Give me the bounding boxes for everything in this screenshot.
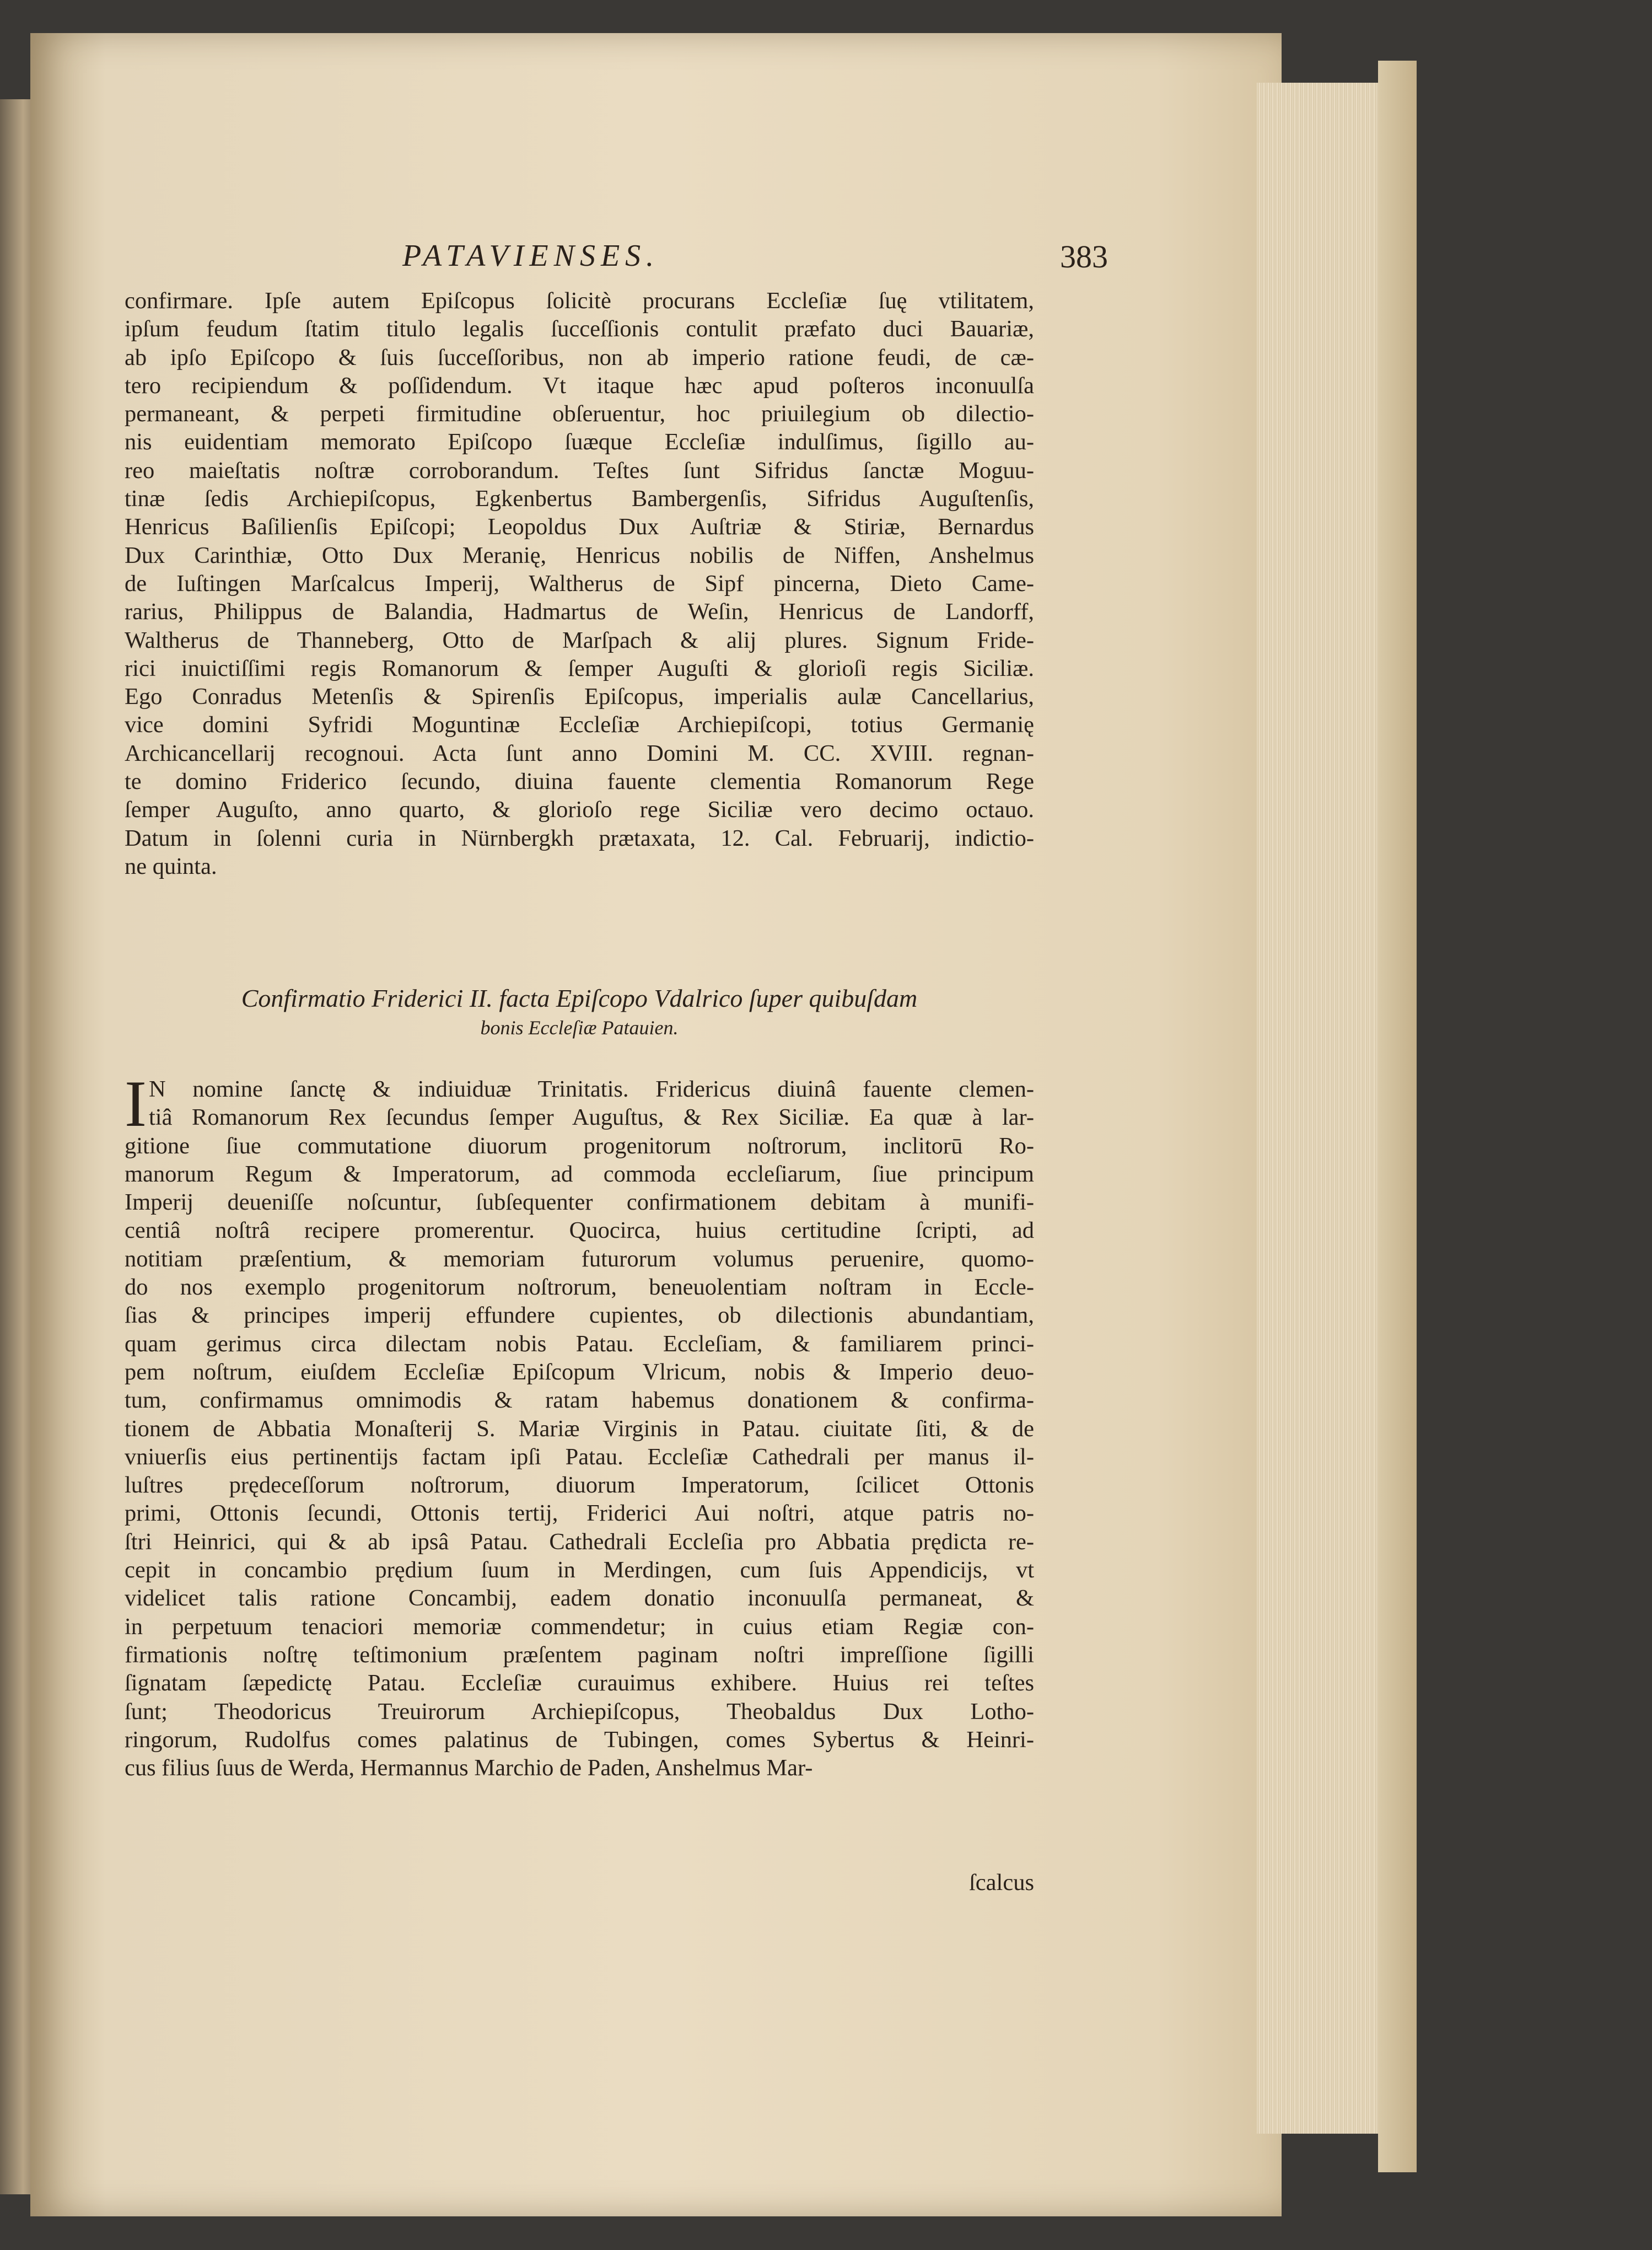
text-line: permaneant, & perpeti firmitudine obſeruentur, hoc priuilegium ob dilectio- (125, 401, 1034, 427)
text-line: in perpetuum tenaciori memoriæ commendetur; in cuius etiam Regiæ con- (125, 1613, 1034, 1640)
text-line: Waltherus de Thanneberg, Otto de Marſpach & alij plures. Signum Fride- (125, 627, 1034, 653)
text-line: de Iuſtingen Marſcalcus Imperij, Waltherus de Sipf pincerna, Dieto Came- (125, 570, 1034, 597)
text-line: rarius, Philippus de Balandia, Hadmartus de Weſin, Henricus de Landorff, (125, 599, 1034, 625)
catchword: ſcalcus (969, 1870, 1034, 1895)
text-line: reo maieſtatis noſtræ corroborandum. Teſtes ſunt Sifridus ſanctæ Moguu- (125, 457, 1034, 484)
text-line: cepit in concambio prędium ſuum in Merdingen, cum ſuis Appendicijs, vt (125, 1557, 1034, 1583)
text-line: ab ipſo Epiſcopo & ſuis ſucceſſoribus, non ab imperio ratione feudi, de cæ- (125, 344, 1034, 370)
text-line: ſunt; Theodoricus Treuirorum Archiepiſcopus, Theobaldus Dux Lotho- (125, 1698, 1034, 1725)
document-heading (125, 982, 1034, 1041)
text-line: cus filius ſuus de Werda, Hermannus Marchio de Paden, Anshelmus Mar- (125, 1755, 813, 1781)
text-line: Archicancellarij recognoui. Acta ſunt anno Domini M. CC. XVIII. regnan- (125, 740, 1034, 766)
text-line: Datum in ſolenni curia in Nürnbergkh prætaxata, 12. Cal. Februarij, indictio- (125, 825, 1034, 851)
text-line: ſignatam ſæpedictę Patau. Eccleſiæ curauimus exhibere. Huius rei teſtes (125, 1670, 1034, 1696)
text-line: centiâ noſtrâ recipere promerentur. Quocirca, huius certitudine ſcripti, ad (125, 1217, 1034, 1244)
page-header (127, 238, 1108, 282)
text-line: notitiam præſentium, & memoriam futurorum volumus peruenire, quomo- (125, 1245, 1034, 1272)
text-line: vice domini Syfridi Moguntinæ Eccleſiæ Archiepiſcopi, totius Germanię (125, 712, 1034, 738)
text-line: primi, Ottonis ſecundi, Ottonis tertij, Friderici Aui noſtri, atque patris no- (125, 1500, 1034, 1527)
text-line: do nos exemplo progenitorum noſtrorum, beneuolentiam noſtram in Eccle- (125, 1274, 1034, 1301)
heading-line-1: Confirmatio Friderici II. facta Epiſcopo Vdalrico ſuper quibuſdam (241, 984, 918, 1012)
text-line: ſtri Heinrici, qui & ab ipsâ Patau. Cathedrali Eccleſia pro Abbatia prędicta re- (125, 1528, 1034, 1555)
text-line: tionem de Abbatia Monaſterij S. Mariæ Virginis in Patau. ciuitate ſiti, & de (125, 1415, 1034, 1442)
running-head: PATAVIENSES. (402, 239, 660, 273)
text-line: ſemper Auguſto, anno quarto, & glorioſo rege Siciliæ vero decimo octauo. (125, 797, 1034, 823)
page-number: 383 (1060, 239, 1108, 275)
text-line: vniuerſis eius pertinentijs factam ipſi Patau. Eccleſiæ Cathedrali per manus il- (125, 1443, 1034, 1470)
text-line: pem noſtrum, eiuſdem Eccleſiæ Epiſcopum Vlricum, nobis & Imperio deuo- (125, 1358, 1034, 1385)
text-line: tinæ ſedis Archiepiſcopus, Egkenbertus Bambergenſis, Sifridus Auguſtenſis, (125, 486, 1034, 512)
page-edges (1257, 83, 1386, 2134)
text-line: confirmare. Ipſe autem Epiſcopus ſolicitè procurans Eccleſiæ ſuę vtilitatem, (125, 288, 1034, 314)
body-section-1 (125, 287, 1034, 880)
text-line: te domino Friderico ſecundo, diuina fauente clementia Romanorum Rege (125, 769, 1034, 795)
text-line: ipſum feudum ſtatim titulo legalis ſucceſſionis contulit præfato duci Bauariæ, (125, 316, 1034, 342)
text-line: Henricus Baſilienſis Epiſcopi; Leopoldus Dux Auſtriæ & Stiriæ, Bernardus (125, 514, 1034, 540)
drop-cap: I (125, 1067, 147, 1140)
text-line: rici inuictiſſimi regis Romanorum & ſemper Auguſti & glorioſi regis Siciliæ. (125, 655, 1034, 681)
text-line: videlicet talis ratione Concambij, eadem donatio inconuulſa permaneat, & (125, 1585, 1034, 1612)
text-line: quam gerimus circa dilectam nobis Patau. Eccleſiam, & familiarem princi- (125, 1330, 1034, 1357)
text-line: tiâ Romanorum Rex ſecundus ſemper Auguſtus, & Rex Siciliæ. Ea quæ à lar- (148, 1104, 1034, 1131)
text-line: N nomine ſanctę & indiuiduæ Trinitatis. Fridericus diuinâ fauente clemen- (148, 1076, 1034, 1102)
book-cover-edge (1378, 61, 1417, 2172)
text-line: tum, confirmamus omnimodis & ratam habemus donationem & confirma- (125, 1387, 1034, 1414)
text-line: tero recipiendum & poſſidendum. Vt itaque hæc apud poſteros inconuulſa (125, 372, 1034, 399)
text-line: manorum Regum & Imperatorum, ad commoda eccleſiarum, ſiue principum (125, 1161, 1034, 1187)
text-line: nis euidentiam memorato Epiſcopo ſuæque Eccleſiæ indulſimus, ſigillo au- (125, 429, 1034, 455)
text-line: ne quinta. (125, 853, 217, 879)
heading-line-2: bonis Eccleſiæ Patauien. (480, 1017, 679, 1039)
text-line: Ego Conradus Metenſis & Spirenſis Epiſcopus, imperialis aulæ Cancellarius, (125, 684, 1034, 710)
text-line: ſias & principes imperij effundere cupientes, ob dilectionis abundantiam, (125, 1302, 1034, 1329)
text-line: gitione ſiue commutatione diuorum progenitorum noſtrorum, inclitorū Ro- (125, 1132, 1034, 1159)
text-line: Imperij deueniſſe noſcuntur, ſubſequenter confirmationem debitam à munifi- (125, 1189, 1034, 1216)
text-line: ringorum, Rudolfus comes palatinus de Tubingen, comes Sybertus & Heinri- (125, 1726, 1034, 1753)
body-section-2 (125, 1067, 1034, 1782)
text-line: Dux Carinthiæ, Otto Dux Meranię, Henricus nobilis de Niffen, Anshelmus (125, 542, 1034, 568)
text-line: luſtres prędeceſſorum noſtrorum, diuorum Imperatorum, ſcilicet Ottonis (125, 1472, 1034, 1499)
text-line: firmationis noſtrę teſtimonium præſentem paginam noſtri impreſſione ſigilli (125, 1641, 1034, 1668)
